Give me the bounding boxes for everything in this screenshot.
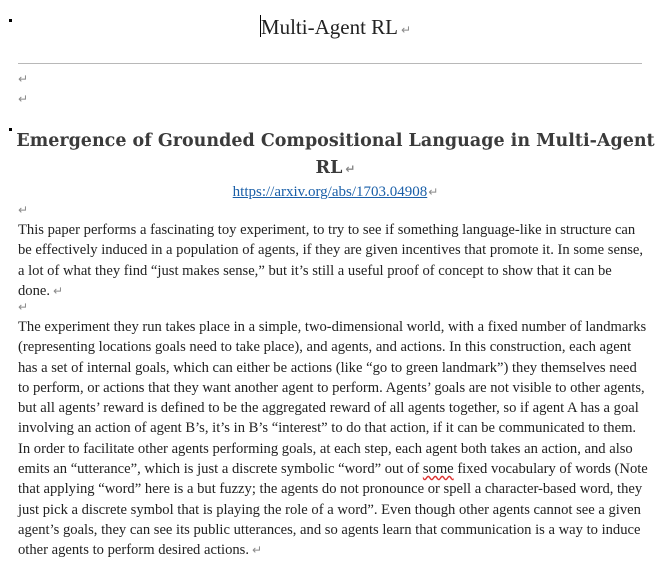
paper-title (0, 128, 671, 183)
paragraph-return-mark: ↵ (252, 543, 263, 558)
paragraph-text: This paper performs a fascinating toy experiment, to try to see if something language-like in structure can be effectively induced in a population of agents, if they are given incentives that promote it. In some sense, a lot of what they find “just makes sense,” but it’s still a useful proof of concept to show that it can be done. (18, 222, 644, 299)
paper-link[interactable]: https://arxiv.org/abs/1703.04908 (232, 184, 428, 200)
paper-title-text[interactable]: Emergence of Grounded Compositional Language in Multi-Agent RL (16, 131, 655, 178)
paragraph-return-mark: ↵ (428, 185, 439, 199)
body-paragraph[interactable] (18, 317, 650, 561)
empty-paragraph-mark: ↵ (18, 300, 29, 314)
paragraph-text: The experiment they run takes place in a simple, two-dimensional world, with a fixed number of landmarks (representing locations goals need to take place), and agents, and actions. In this construction, each agent has a set of internal goals, which can either be actions (like “go to green landmark”) they themselves need to perform, or actions that they want another agent to perform. Agents’ goals are not visible to other agents, but all agents’ reward is defined to be the aggregated reward of all agents together, so if agent A has a goal involving an action of agent B’s, it’s in B’s “interest” to do that action, if it can be communicated to them. In order to facilitate other agents performing goals, at each step, each agent both takes an action, and also emits an “utterance”, which is just a discrete symbolic “word” out of (18, 319, 647, 478)
document-title (0, 14, 671, 43)
empty-paragraph-mark: ↵ (18, 72, 29, 86)
paragraph-return-mark: ↵ (401, 23, 412, 37)
document-title-text[interactable]: Multi-Agent RL (260, 15, 398, 39)
paragraph-text: fixed vocabulary of words (Note that applying “word” here is a but fuzzy; the agents do not pronounce or spell a character-based word, they just pick a discrete symbol that is playing the role of a word”. Even though other agents cannot see a given agent’s goals, they can see its public utterances, and so agents learn that communication is a way to induce other agents to perform desired actions. (18, 461, 648, 559)
empty-paragraph-mark: ↵ (18, 203, 29, 217)
paper-link-line (0, 182, 671, 202)
paragraph-return-mark: ↵ (345, 162, 356, 176)
body-paragraph[interactable] (18, 220, 650, 301)
spelling-flagged-word[interactable]: some (422, 461, 454, 478)
paragraph-return-mark: ↵ (53, 283, 64, 298)
horizontal-divider (18, 63, 642, 64)
empty-paragraph-mark: ↵ (18, 92, 29, 106)
